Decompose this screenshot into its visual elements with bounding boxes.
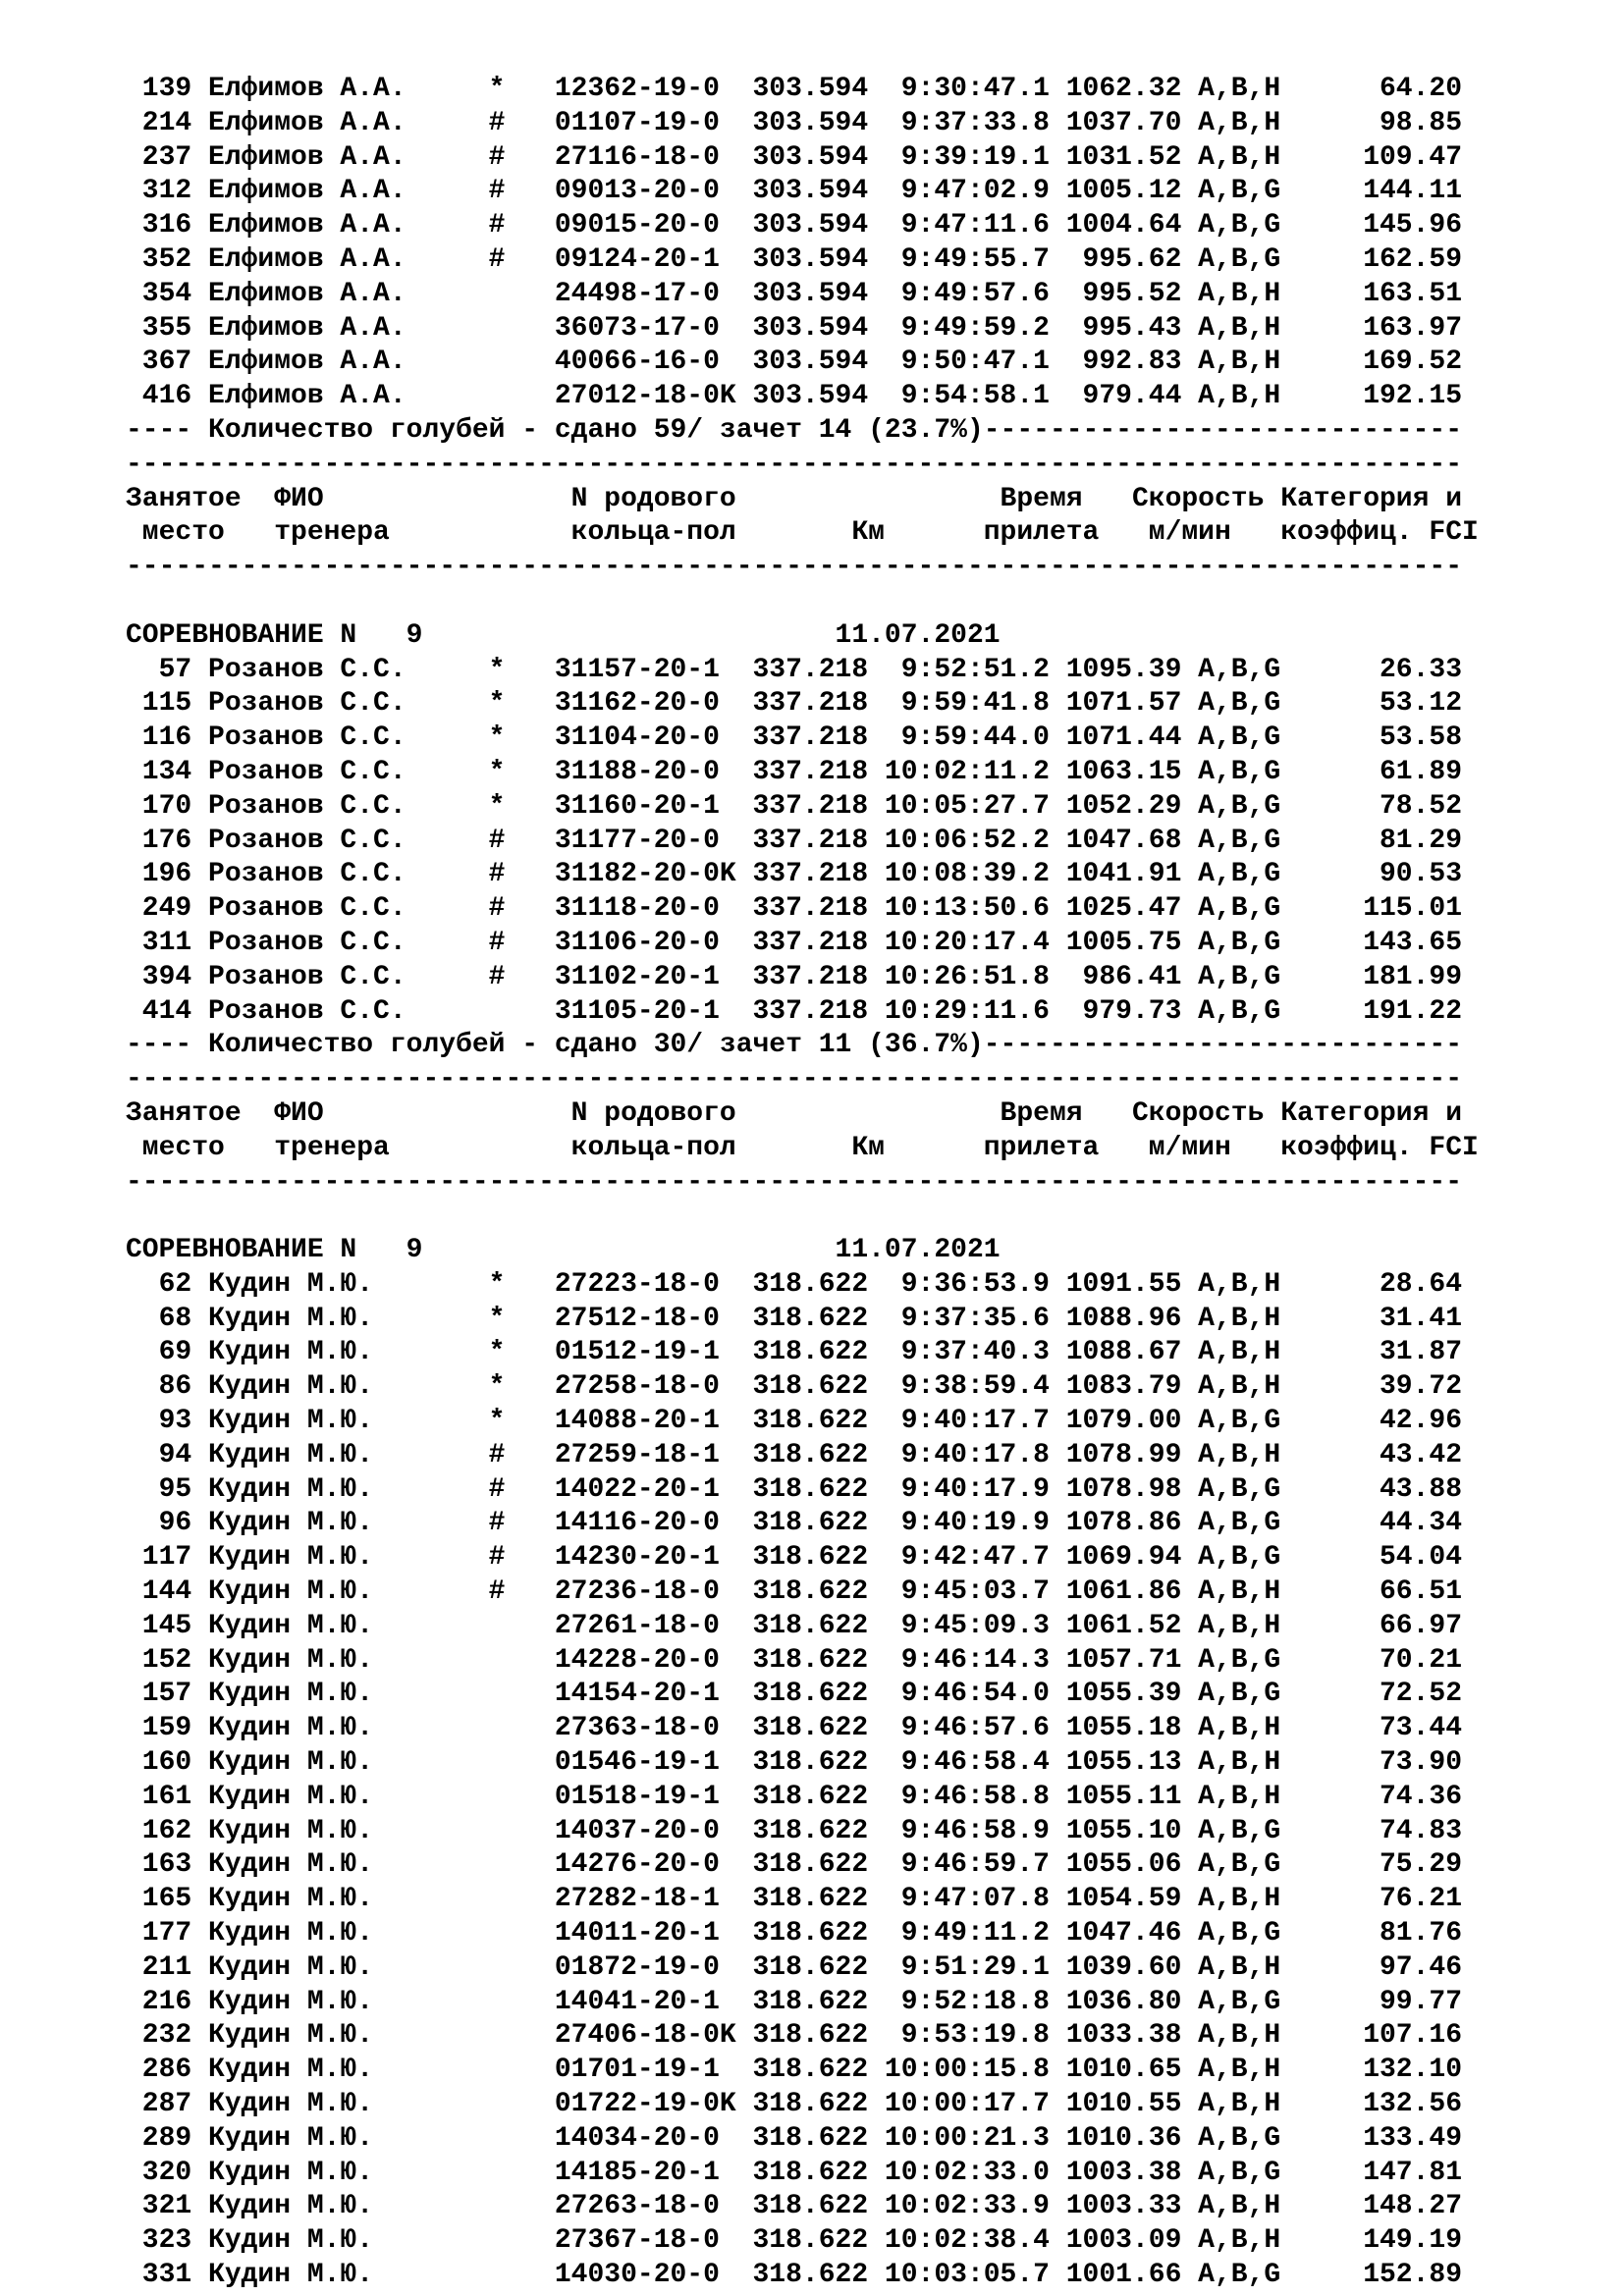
result-row: 196 Розанов С.С. # 31182-20-0K 337.218 10:08:39.2 1041.91 A,B,G 90.53 <box>126 859 1463 890</box>
result-row: 286 Кудин М.Ю. 01701-19-1 318.622 10:00:15.8 1010.65 A,B,H 132.10 <box>126 2055 1463 2086</box>
result-row: 86 Кудин М.Ю. * 27258-18-0 318.622 9:38:59.4 1083.79 A,B,H 39.72 <box>126 1371 1463 1403</box>
result-row: 331 Кудин М.Ю. 14030-20-0 318.622 10:03:05.7 1001.66 A,B,G 152.89 <box>126 2260 1463 2290</box>
result-row: 237 Елфимов А.А. # 27116-18-0 303.594 9:39:19.1 1031.52 A,B,H 109.47 <box>126 141 1463 173</box>
result-row: 69 Кудин М.Ю. * 01512-19-1 318.622 9:37:40.3 1088.67 A,B,H 31.87 <box>126 1337 1463 1368</box>
result-row: 117 Кудин М.Ю. # 14230-20-1 318.622 9:42:47.7 1069.94 A,B,G 54.04 <box>126 1542 1463 1574</box>
result-row: 176 Розанов С.С. # 31177-20-0 337.218 10:06:52.2 1047.68 A,B,G 81.29 <box>126 825 1463 856</box>
result-row: 157 Кудин М.Ю. 14154-20-1 318.622 9:46:54.0 1055.39 A,B,G 72.52 <box>126 1679 1463 1710</box>
result-row: 211 Кудин М.Ю. 01872-19-0 318.622 9:51:29.1 1039.60 A,B,H 97.46 <box>126 1951 1463 1983</box>
result-row: 316 Елфимов А.А. # 09015-20-0 303.594 9:47:11.6 1004.64 A,B,G 145.96 <box>126 210 1463 241</box>
result-row: 414 Розанов С.С. 31105-20-1 337.218 10:29:11.6 979.73 A,B,G 191.22 <box>126 995 1463 1027</box>
result-row: 249 Розанов С.С. # 31118-20-0 337.218 10:13:50.6 1025.47 A,B,G 115.01 <box>126 893 1463 925</box>
result-row: 160 Кудин М.Ю. 01546-19-1 318.622 9:46:58.4 1055.13 A,B,H 73.90 <box>126 1747 1463 1779</box>
result-row: 320 Кудин М.Ю. 14185-20-1 318.622 10:02:33.0 1003.38 A,B,G 147.81 <box>126 2157 1463 2188</box>
result-row: 177 Кудин М.Ю. 14011-20-1 318.622 9:49:11.2 1047.46 A,B,G 81.76 <box>126 1918 1463 1949</box>
result-row: 394 Розанов С.С. # 31102-20-1 337.218 10:26:51.8 986.41 A,B,G 181.99 <box>126 961 1463 992</box>
result-row: 352 Елфимов А.А. # 09124-20-1 303.594 9:49:55.7 995.62 A,B,G 162.59 <box>126 243 1463 275</box>
result-row: 115 Розанов С.С. * 31162-20-0 337.218 9:59:41.8 1071.57 A,B,G 53.12 <box>126 688 1463 720</box>
result-row: 165 Кудин М.Ю. 27282-18-1 318.622 9:47:07.8 1054.59 A,B,H 76.21 <box>126 1884 1463 1915</box>
result-row: 312 Елфимов А.А. # 09013-20-0 303.594 9:47:02.9 1005.12 A,B,G 144.11 <box>126 176 1463 207</box>
separator-line: --------------------------------------------------------------------------------- <box>126 1166 1463 1198</box>
result-row: 96 Кудин М.Ю. # 14116-20-0 318.622 9:40:19.9 1078.86 A,B,G 44.34 <box>126 1508 1463 1539</box>
result-row: 68 Кудин М.Ю. * 27512-18-0 318.622 9:37:35.6 1088.96 A,B,H 31.41 <box>126 1303 1463 1334</box>
result-row: 355 Елфимов А.А. 36073-17-0 303.594 9:49:59.2 995.43 A,B,H 163.97 <box>126 312 1463 344</box>
result-row: 367 Елфимов А.А. 40066-16-0 303.594 9:50:47.1 992.83 A,B,H 169.52 <box>126 347 1463 378</box>
result-row: 62 Кудин М.Ю. * 27223-18-0 318.622 9:36:53.9 1091.55 A,B,H 28.64 <box>126 1268 1463 1300</box>
result-row: 144 Кудин М.Ю. # 27236-18-0 318.622 9:45:03.7 1061.86 A,B,H 66.51 <box>126 1576 1463 1608</box>
separator-line: --------------------------------------------------------------------------------- <box>126 552 1463 583</box>
section-summary: ---- Количество голубей - сдано 30/ зачет 11 (36.7%)----------------------------- <box>126 1030 1463 1061</box>
result-row: 139 Елфимов А.А. * 12362-19-0 303.594 9:30:47.1 1062.32 A,B,H 64.20 <box>126 74 1463 104</box>
result-row: 93 Кудин М.Ю. * 14088-20-1 318.622 9:40:17.7 1079.00 A,B,G 42.96 <box>126 1406 1463 1437</box>
result-row: 323 Кудин М.Ю. 27367-18-0 318.622 10:02:38.4 1003.09 A,B,H 149.19 <box>126 2225 1463 2257</box>
blank-line <box>126 585 1479 619</box>
result-row: 287 Кудин М.Ю. 01722-19-0K 318.622 10:00:17.7 1010.55 A,B,H 132.56 <box>126 2089 1463 2120</box>
result-row: 162 Кудин М.Ю. 14037-20-0 318.622 9:46:58.9 1055.10 A,B,G 74.83 <box>126 1815 1463 1846</box>
competition-heading: СОРЕВНОВАНИЕ N 9 11.07.2021 <box>126 619 1001 651</box>
column-header-line-1: Занятое ФИО N родового Время Скорость Категория и <box>126 483 1463 514</box>
competition-heading: СОРЕВНОВАНИЕ N 9 11.07.2021 <box>126 1235 1001 1266</box>
result-row: 94 Кудин М.Ю. # 27259-18-1 318.622 9:40:17.8 1078.99 A,B,H 43.42 <box>126 1439 1463 1470</box>
separator-line: --------------------------------------------------------------------------------- <box>126 449 1463 480</box>
result-row: 57 Розанов С.С. * 31157-20-1 337.218 9:52:51.2 1095.39 A,B,G 26.33 <box>126 654 1463 685</box>
blank-line <box>126 1200 1479 1234</box>
result-row: 311 Розанов С.С. # 31106-20-0 337.218 10:20:17.4 1005.75 A,B,G 143.65 <box>126 927 1463 958</box>
result-row: 161 Кудин М.Ю. 01518-19-1 318.622 9:46:58.8 1055.11 A,B,H 74.36 <box>126 1781 1463 1812</box>
column-header-line-1: Занятое ФИО N родового Время Скорость Категория и <box>126 1097 1463 1129</box>
result-row: 354 Елфимов А.А. 24498-17-0 303.594 9:49:57.6 995.52 A,B,H 163.51 <box>126 278 1463 309</box>
result-row: 416 Елфимов А.А. 27012-18-0K 303.594 9:54:58.1 979.44 A,B,H 192.15 <box>126 381 1463 412</box>
result-row: 216 Кудин М.Ю. 14041-20-1 318.622 9:52:18.8 1036.80 A,B,G 99.77 <box>126 1986 1463 2017</box>
column-header-line-2: место тренера кольца-пол Км прилета м/мин коэффиц. FCI <box>126 1132 1479 1163</box>
result-row: 170 Розанов С.С. * 31160-20-1 337.218 10:05:27.7 1052.29 A,B,G 78.52 <box>126 790 1463 822</box>
results-document <box>126 73 1479 2293</box>
result-row: 145 Кудин М.Ю. 27261-18-0 318.622 9:45:09.3 1061.52 A,B,H 66.97 <box>126 1610 1463 1641</box>
result-row: 159 Кудин М.Ю. 27363-18-0 318.622 9:46:57.6 1055.18 A,B,H 73.44 <box>126 1713 1463 1744</box>
result-row: 232 Кудин М.Ю. 27406-18-0K 318.622 9:53:19.8 1033.38 A,B,H 107.16 <box>126 2020 1463 2052</box>
result-row: 95 Кудин М.Ю. # 14022-20-1 318.622 9:40:17.9 1078.98 A,B,G 43.88 <box>126 1473 1463 1505</box>
result-row: 152 Кудин М.Ю. 14228-20-0 318.622 9:46:14.3 1057.71 A,B,G 70.21 <box>126 1644 1463 1676</box>
result-row: 163 Кудин М.Ю. 14276-20-0 318.622 9:46:59.7 1055.06 A,B,G 75.29 <box>126 1849 1463 1881</box>
result-row: 214 Елфимов А.А. # 01107-19-0 303.594 9:37:33.8 1037.70 A,B,H 98.85 <box>126 107 1463 138</box>
result-row: 321 Кудин М.Ю. 27263-18-0 318.622 10:02:33.9 1003.33 A,B,H 148.27 <box>126 2191 1463 2222</box>
separator-line: --------------------------------------------------------------------------------- <box>126 1064 1463 1095</box>
result-row: 116 Розанов С.С. * 31104-20-0 337.218 9:59:44.0 1071.44 A,B,G 53.58 <box>126 722 1463 754</box>
result-row: 134 Розанов С.С. * 31188-20-0 337.218 10:02:11.2 1063.15 A,B,G 61.89 <box>126 756 1463 787</box>
result-row: 289 Кудин М.Ю. 14034-20-0 318.622 10:00:21.3 1010.36 A,B,G 133.49 <box>126 2122 1463 2154</box>
section-summary: ---- Количество голубей - сдано 59/ зачет 14 (23.7%)----------------------------- <box>126 414 1463 446</box>
column-header-line-2: место тренера кольца-пол Км прилета м/мин коэффиц. FCI <box>126 517 1479 549</box>
